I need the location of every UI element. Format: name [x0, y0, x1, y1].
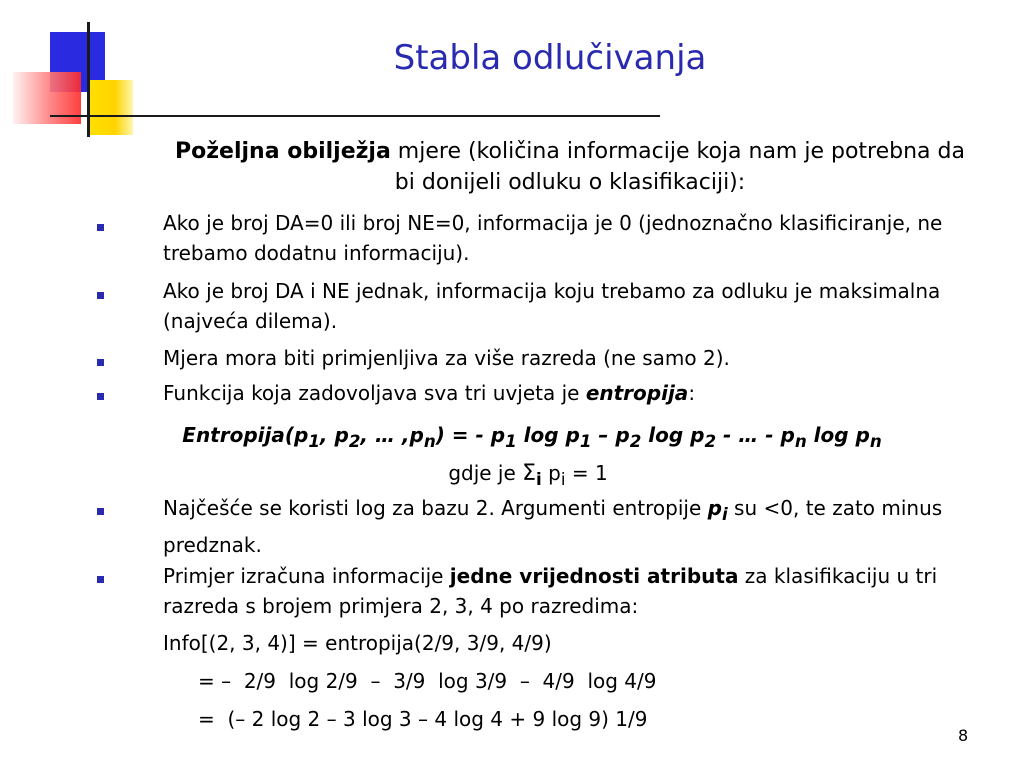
bullet-marker — [97, 292, 107, 302]
bullet-6-text: Primjer izračuna informacije — [163, 564, 450, 588]
variable-sub: i — [721, 505, 728, 524]
formula-sub: 2 — [629, 432, 642, 451]
bullet-text-6 — [163, 561, 993, 621]
decor-vertical-line — [87, 22, 90, 137]
calc-line-1: Info[(2, 3, 4)] = entropija(2/9, 3/9, 4/9) — [163, 631, 552, 655]
bullet-5-rest: su <0, te zato minus predznak. — [163, 496, 943, 557]
formula-sub: 1 — [505, 432, 517, 451]
bullet-marker — [97, 508, 107, 518]
bullet-text-1: Ako je broj DA=0 ili broj NE=0, informacija je 0 (jednoznačno klasificiranje, ne trebamo dodatnu informaciju). — [163, 211, 943, 265]
bullet-marker — [97, 359, 107, 369]
formula-part: , p — [319, 423, 349, 447]
bullet-text-4 — [163, 378, 993, 408]
bullet-marker — [97, 576, 107, 586]
bullet-text-3: Mjera mora biti primjenljiva za više razreda (ne samo 2). — [163, 346, 730, 370]
bullet-4-colon: : — [688, 381, 696, 405]
sigma-symbol: Σ — [522, 461, 537, 486]
bullet-marker — [97, 393, 107, 403]
formula-sub: 2 — [348, 432, 361, 451]
slide-title: Stabla odlučivanja — [393, 38, 707, 78]
variable-p: p — [707, 496, 722, 520]
bullet-text-5 — [163, 493, 993, 560]
formula-part: – p — [591, 423, 630, 447]
intro-paragraph — [170, 136, 970, 198]
formula-part: , … ,p — [360, 423, 424, 447]
formula-part: log p — [516, 423, 580, 447]
formula-part: ) = - p — [435, 423, 506, 447]
title-underline — [50, 115, 660, 117]
condition-text: gdje je — [448, 461, 523, 485]
sum-condition — [0, 458, 1024, 495]
entropy-formula — [0, 420, 1024, 457]
bullet-4-text: Funkcija koja zadovoljava sva tri uvjeta je — [163, 381, 586, 405]
formula-part: log p — [641, 423, 705, 447]
intro-rest: mjere (količina informacije koja nam je potrebna da bi donijeli odluku o klasifikaciji): — [390, 139, 965, 195]
formula-part: log p — [806, 423, 870, 447]
bullet-6-rest: za klasifikaciju u tri razreda s brojem primjera 2, 3, 4 po razredima: — [163, 564, 938, 618]
bullet-5-text: Najčešće se koristi log za bazu 2. Argumenti entropije — [163, 496, 708, 520]
bullet-text-2: Ako je broj DA i NE jednak, informacija koju trebamo za odluku je maksimalna (najveća dilema). — [163, 279, 941, 333]
formula-sub: n — [869, 432, 882, 451]
formula-sub: 1 — [579, 432, 592, 451]
formula-sub: n — [423, 432, 436, 451]
formula-sub: 2 — [704, 432, 717, 451]
condition-text: = 1 — [565, 461, 608, 485]
page-number: 8 — [958, 726, 969, 745]
formula-part: Entropija(p — [182, 423, 309, 447]
intro-bold: Poželjna obilježja — [175, 139, 391, 164]
formula-sub: 1 — [308, 432, 320, 451]
bullet-6-bold: jedne vrijednosti atributa — [449, 564, 739, 588]
entropy-term: entropija — [585, 381, 689, 405]
condition-sub: i — [536, 470, 542, 489]
calc-line-3: = (– 2 log 2 – 3 log 3 – 4 log 4 + 9 log 9) 1/9 — [198, 707, 648, 731]
condition-sub: i — [560, 470, 566, 489]
decor-yellow-square — [88, 80, 133, 135]
formula-part: - … - p — [716, 423, 795, 447]
formula-sub: n — [794, 432, 807, 451]
condition-text: p — [541, 461, 561, 485]
bullet-marker — [97, 224, 107, 234]
calc-line-2: = – 2/9 log 2/9 – 3/9 log 3/9 – 4/9 log 4/9 — [198, 669, 657, 693]
